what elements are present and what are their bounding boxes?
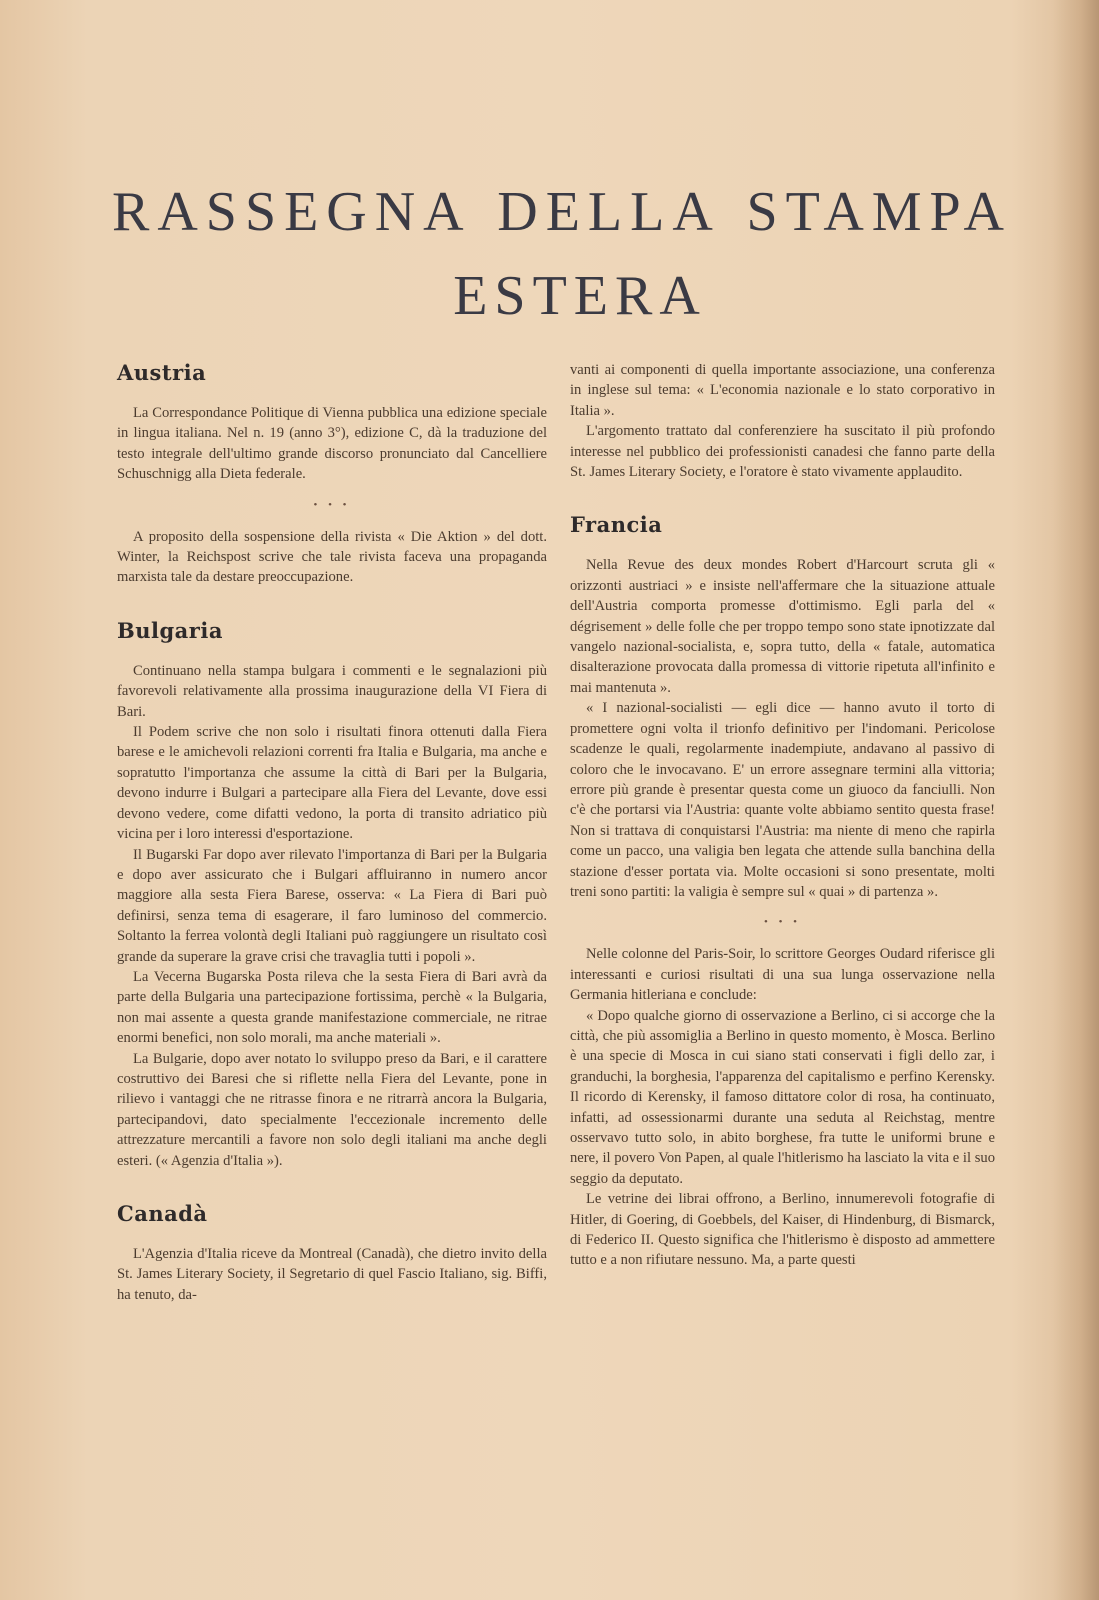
right-column [570, 360, 995, 1271]
separator: • • • [763, 916, 802, 929]
francia-paragraph-4: « Dopo qualche giorno di osservazione a Berlino, ci si accorge che la città, che più assomiglia a Berlino in questo momento, è Mosca. Berlino è una specie di Mosca in cui siano stati conservati i figli dello zar, i granduchi, la borghesia, l'apparenza del capitalismo e perfino Kerensky. Il ricordo di Kerensky, il famoso dittatore color di rosa, ha continuato, infatti, ad ossessionarmi durante una seduta al Reichstag, mentre osservavo tutto solo, in abito borghese, fra tutte le uniformi brune e nere, il povero Von Papen, al quale l'hitlerismo ha lasciato la vita e il suo seggio da deputato. [570, 1007, 995, 1187]
separator: • • • [313, 498, 351, 511]
austria-paragraph-2: A proposito della sospensione della rivista « Die Aktion » del dott. Winter, la Reichspost scrive che tale rivista faceva una propaganda marxista tale da destare preoccupazione. [117, 528, 547, 586]
section-heading-canada: Canadà [117, 1201, 208, 1226]
page-title [112, 170, 1012, 338]
section-francia [570, 512, 995, 1270]
section-heading-austria: Austria [117, 360, 207, 385]
section-austria [117, 360, 547, 588]
canada-paragraph-1: L'Agenzia d'Italia riceve da Montreal (Canadà), che dietro invito della St. James Literary Society, il Segretario di quel Fascio Italiano, sig. Biffi, ha tenuto, da- [117, 1246, 547, 1303]
title-line-1: RASSEGNA DELLA STAMPA [112, 181, 1012, 243]
section-canada-continued [570, 360, 995, 482]
section-heading-bulgaria: Bulgaria [117, 617, 223, 643]
francia-paragraph-1: Nella Revue des deux mondes Robert d'Harcourt scruta gli « orizzonti austriaci » e insiste nell'affermare che la situazione attuale dell'Austria comporta promesse d'ottimismo. Egli parla del « dégrisement » delle folle che per troppo tempo sono state ipnotizzate dal vangelo nazional-socialista, e, sopra tutto, della « fatale, automatica disalterazione provocata dalla promessa di vittorie ripetuta all'infinito e mai mantenuta ». [570, 557, 995, 696]
bulgaria-paragraph-4: La Vecerna Bugarska Posta rileva che la sesta Fiera di Bari avrà da parte della Bulgaria una partecipazione fortissima, perchè « la Bulgaria, non mai assente a questa grande manifestazione commerciale, ne ritrae enormi benefici, non solo morali, ma anche materiali ». [117, 968, 547, 1047]
section-heading-francia: Francia [570, 512, 663, 538]
left-column [117, 360, 547, 1305]
section-canada [117, 1201, 547, 1305]
francia-paragraph-5: Le vetrine dei librai offrono, a Berlino, innumerevoli fotografie di Hitler, di Goering, di Goebbels, del Kaiser, di Hindenburg, di Bismarck, di Federico II. Questo significa che l'hitlerismo è disposto ad ammettere tutto e a non rifiutare nessuno. Ma, a parte questi [570, 1191, 995, 1269]
bulgaria-paragraph-3: Il Bugarski Far dopo aver rilevato l'importanza di Bari per la Bulgaria e dopo aver assicurato che i Bulgari affluiranno in numero ancor maggiore alla sesta Fiera Barese, osserva: « La Fiera di Bari può definirsi, senza tema di esagerare, il faro luminoso del commercio. Soltanto la ferrea volontà degli Italiani può raggiungere un risultato così grande da superare la grave crisi che travaglia tutti i popoli ». [117, 846, 547, 965]
bulgaria-paragraph-2: Il Podem scrive che non solo i risultati finora ottenuti dalla Fiera barese e le amichevoli relazioni correnti fra Italia e Bulgaria, ma anche e sopratutto l'importanza che assume la città di Bari per la Bulgaria, devono indurre i Bulgari a partecipare alla Fiera del Levante, dove essi devono vedere, come difatti vedono, la porta di transito adriatico più vicina per i loro interessi d'esportazione. [117, 724, 547, 843]
canada-paragraph-2: L'argomento trattato dal conferenziere ha suscitato il più profondo interesse nel pubblico dei professionisti canadesi che fanno parte della St. James Literary Society, e l'oratore è stato vivamente applaudito. [570, 423, 995, 481]
austria-paragraph-1: La Correspondance Politique di Vienna pubblica una edizione speciale in lingua italiana. Nel n. 19 (anno 3°), edizione C, dà la traduzione del testo integrale dell'ultimo grande discorso pronunciato dal Cancelliere Schuschnigg alla Dieta federale. [117, 405, 547, 483]
bulgaria-paragraph-5: La Bulgarie, dopo aver notato lo sviluppo preso da Bari, e il carattere costruttivo dei Baresi che si riflette nella Fiera del Levante, pone in rilievo i vantaggi che ne ritrasse finora e ne ritrarrà ancora la Bulgaria, partecipandovi, dato specialmente l'eccezionale incremento delle attrezzature mercantili a favore non solo degli italiani ma anche degli esteri. (« Agenzia d'Italia »). [117, 1050, 547, 1169]
francia-paragraph-3: Nelle colonne del Paris-Soir, lo scrittore Georges Oudard riferisce gli interessanti e curiosi risultati di una sua lunga osservazione nella Germania hitleriana e conclude: [570, 946, 995, 1004]
canada-paragraph-continued: vanti ai componenti di quella importante associazione, una conferenza in inglese sul tema: « L'economia nazionale e lo stato corporativo in Italia ». [570, 362, 995, 419]
section-bulgaria [117, 618, 547, 1171]
title-line-2: ESTERA [453, 265, 707, 327]
francia-paragraph-2: « I nazional-socialisti — egli dice — hanno avuto il torto di promettere ogni volta il trionfo definitivo per l'indomani. Pericolose scadenze le quali, regolarmente inadempiute, andavano al passivo di coloro che le invocavano. E' un errore assegnare termini alla vittoria; errore più grande è presentar questa come un giuoco da fanciulli. Non c'è che portarsi via l'Austria: quante volte abbiamo sentito questa frase! Non si trattava di conquistarsi l'Austria: ma niente di meno che rapirla come un pacco, una valigia ben legata che attende sulla banchina della stazione d'esser portata via. Molte occasioni si sono presentate, molti treni sono partiti: la valigia è sempre sul « quai » di partenza ». [570, 700, 995, 900]
page-edge-shadow [1053, 0, 1099, 1600]
bulgaria-paragraph-1: Continuano nella stampa bulgara i commenti e le segnalazioni più favorevoli relativamente alla prossima inaugurazione della VI Fiera di Bari. [117, 662, 547, 720]
